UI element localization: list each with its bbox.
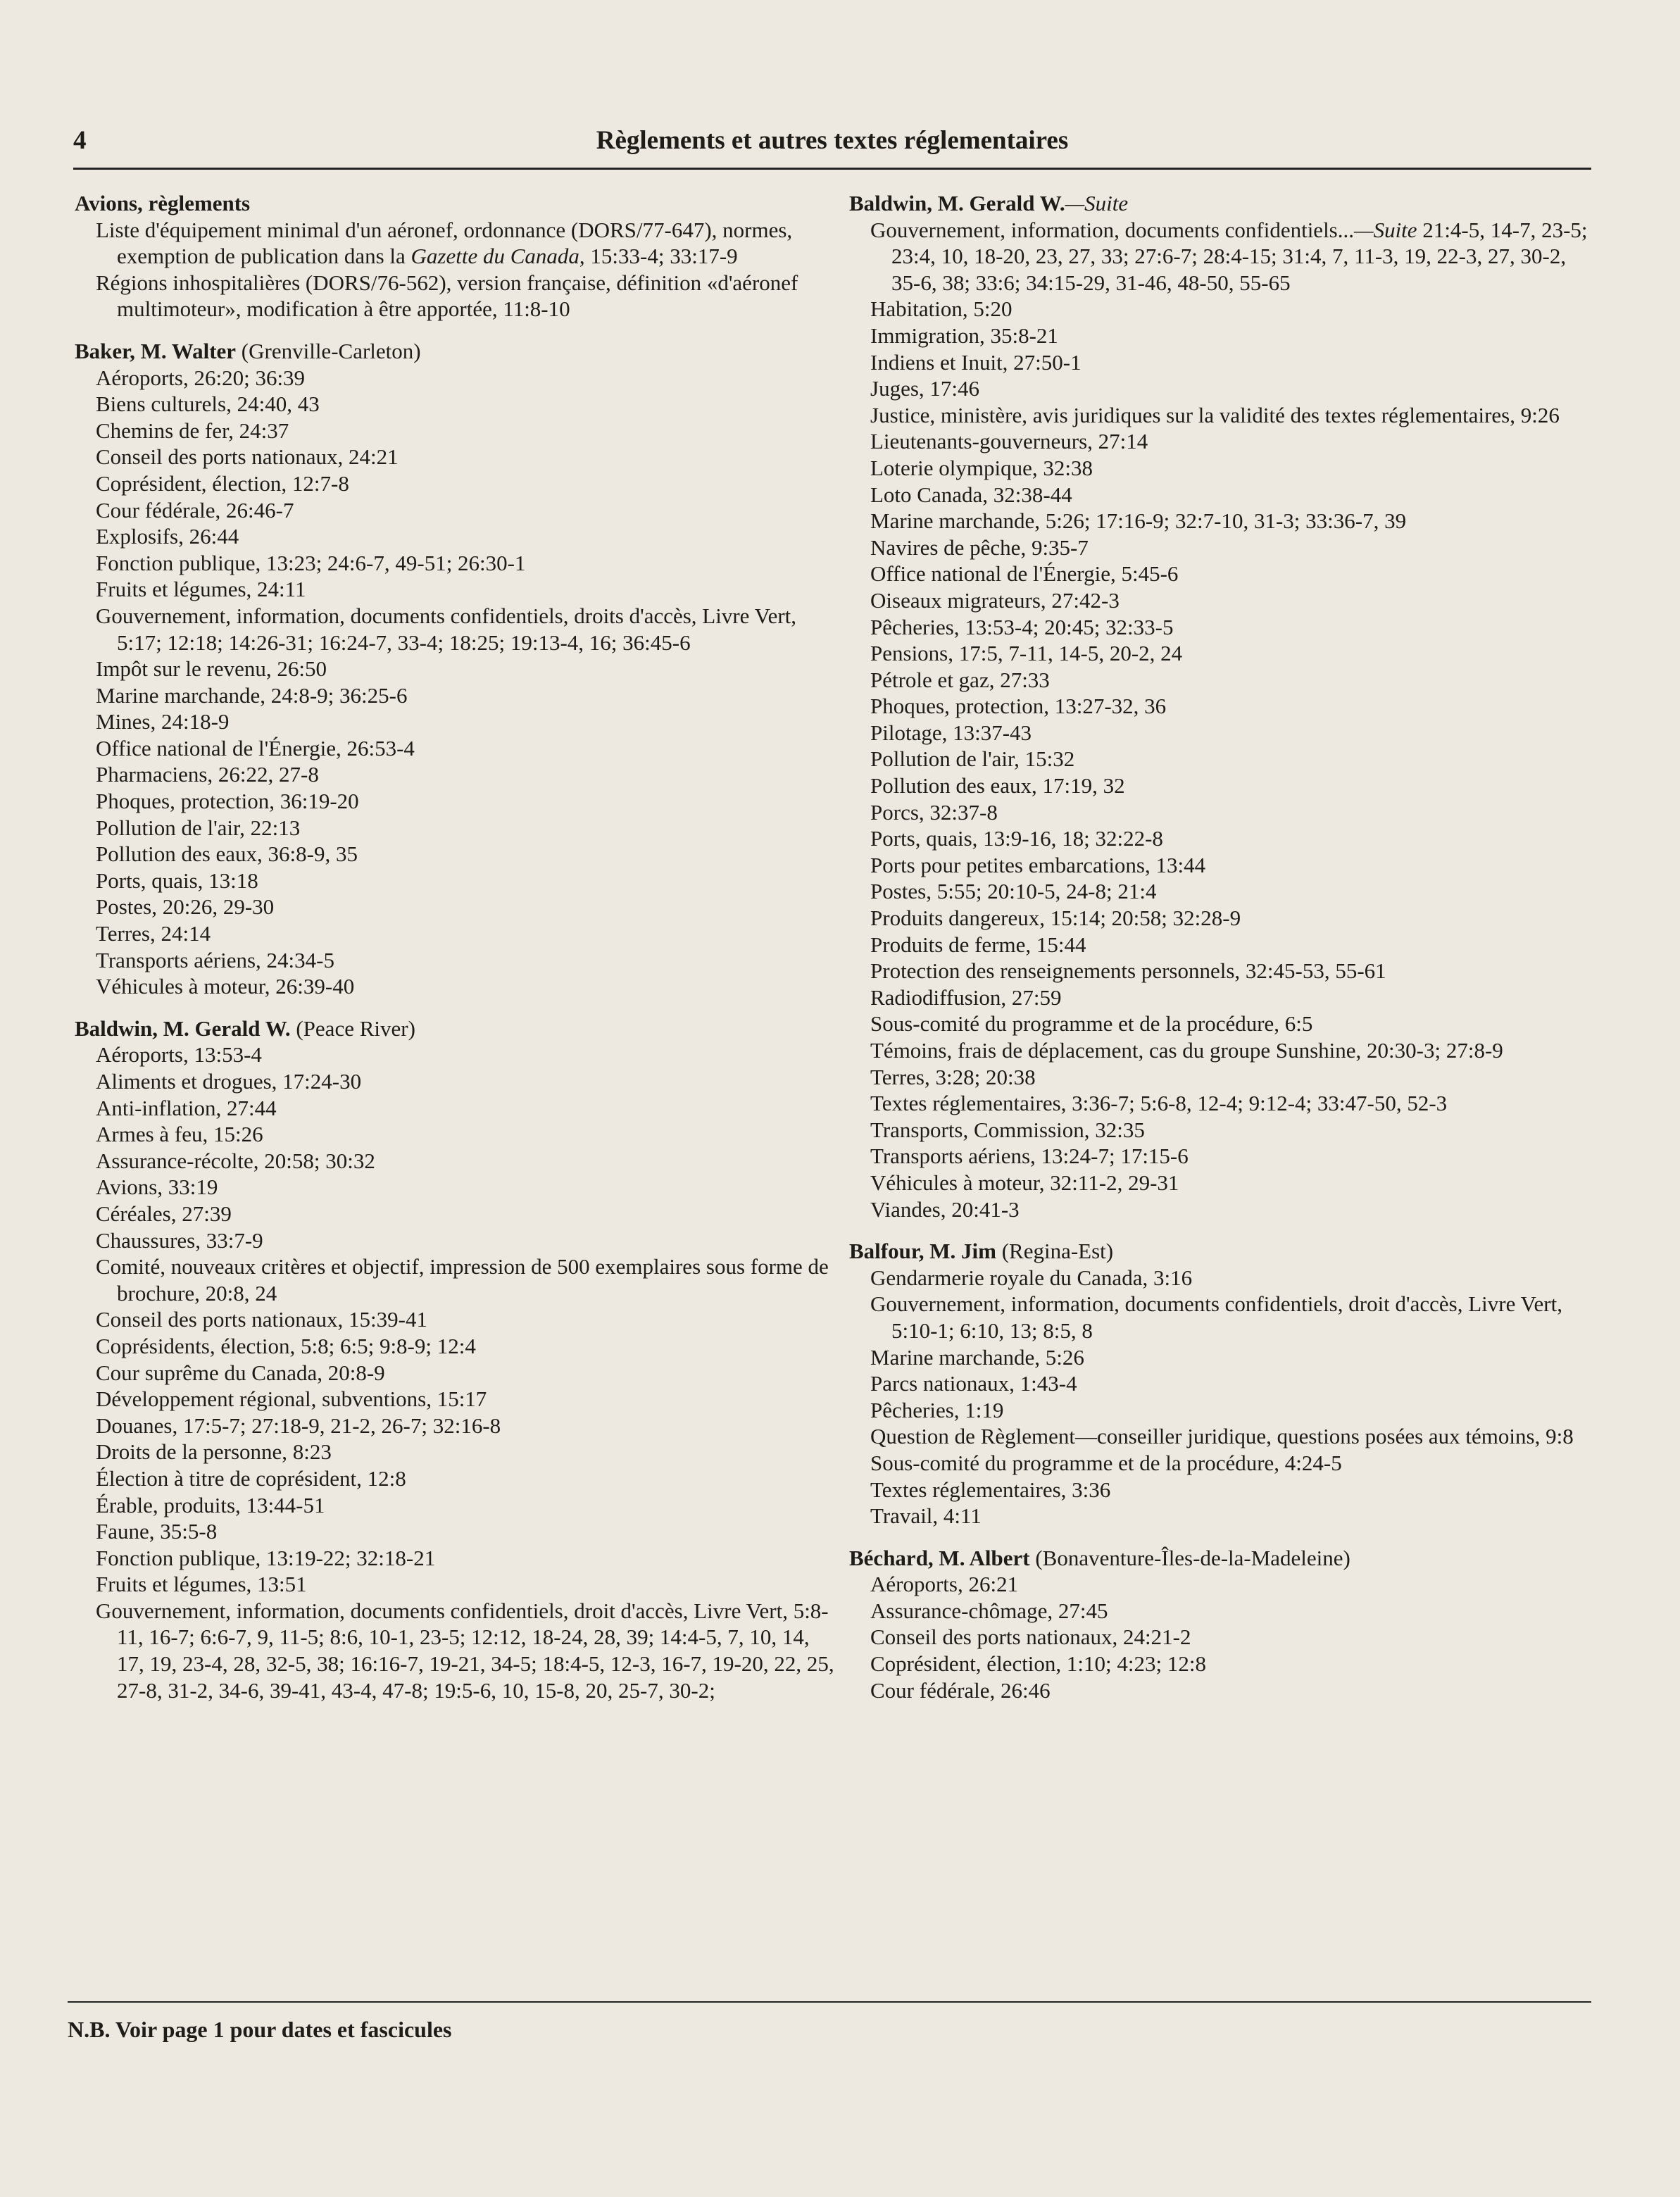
index-item: Sous-comité du programme et de la procédure, 4:24-5 (870, 1450, 1342, 1475)
index-item: Navires de pêche, 9:35-7 (870, 534, 1089, 560)
footnote: N.B. Voir page 1 pour dates et fascicules (68, 2017, 452, 2042)
index-item: Porcs, 32:37-8 (870, 799, 998, 825)
index-item: Aéroports, 26:21 (870, 1572, 1019, 1597)
heading-riding: (Bonaventure-Îles-de-la-Madeleine) (1029, 1545, 1350, 1570)
index-item: Postes, 5:55; 20:10-5, 24-8; 21:4 (870, 879, 1157, 904)
index-item: Habitation, 5:20 (870, 296, 1013, 322)
index-item: Terres, 3:28; 20:38 (870, 1064, 1036, 1089)
index-item: Transports aériens, 13:24-7; 17:15-6 (870, 1144, 1189, 1169)
index-item: Gouvernement, information, documents confidentiels, droits d'accès, Livre Vert, 5:17; 12:18; 14:26-31; 16:24-7, 33-4; 18:25; 19:13-4, 16; 36:45-6 (96, 603, 797, 655)
index-item: Sous-comité du programme et de la procédure, 6:5 (870, 1011, 1313, 1037)
entry-heading (68, 190, 839, 217)
heading-name: Baker, M. Walter (75, 338, 237, 363)
index-item: Office national de l'Énergie, 26:53-4 (96, 735, 415, 760)
heading-riding: (Peace River) (290, 1015, 415, 1041)
heading-name: Avions, règlements (75, 191, 251, 215)
index-item: Droits de la personne, 8:23 (96, 1439, 332, 1465)
index-item: Marine marchande, 24:8-9; 36:25-6 (96, 682, 408, 708)
left-column (68, 190, 839, 1703)
right-column (842, 190, 1596, 1703)
index-item: Conseil des ports nationaux, 15:39-41 (96, 1307, 427, 1332)
index-item: Fonction publique, 13:19-22; 32:18-21 (96, 1545, 436, 1570)
index-item: Marine marchande, 5:26; 17:16-9; 32:7-10, 31-3; 33:36-7, 39 (870, 508, 1407, 534)
index-item: Produits de ferme, 15:44 (870, 932, 1086, 957)
index-item: Ports, quais, 13:9-16, 18; 32:22-8 (870, 826, 1163, 851)
index-item: Véhicules à moteur, 32:11-2, 29-31 (870, 1170, 1179, 1195)
entry-heading (68, 1015, 839, 1042)
heading-name: Baldwin, M. Gerald W. (75, 1015, 291, 1041)
index-item: Juges, 17:46 (870, 376, 979, 401)
index-item: Transports, Commission, 32:35 (870, 1117, 1145, 1142)
index-item: Conseil des ports nationaux, 24:21-2 (870, 1625, 1191, 1650)
heading-riding: (Grenville-Carleton) (236, 338, 421, 363)
footer-rule (68, 2001, 1591, 2003)
index-item: Impôt sur le revenu, 26:50 (96, 656, 327, 682)
index-item: Coprésident, élection, 12:7-8 (96, 470, 349, 496)
item-refs: 21:4-5, 14-7, 23-5; 23:4, 10, 18-20, 23, 27, 33; 27:6-7; 28:4-15; 31:4, 7, 11-3, 19, 22-3, 27, 30-2, 35-6, 38; 33:6; 34:15-29, 31-46, 48-50, 55-65 (891, 217, 1588, 295)
index-item-continued (842, 217, 1596, 296)
entry-heading (68, 338, 839, 365)
index-item: Mines, 24:18-9 (96, 709, 230, 734)
index-item: Pêcheries, 1:19 (870, 1397, 1004, 1422)
index-item: Marine marchande, 5:26 (870, 1344, 1084, 1370)
index-item: Témoins, frais de déplacement, cas du groupe Sunshine, 20:30-3; 27:8-9 (870, 1038, 1503, 1063)
index-item: Fruits et légumes, 13:51 (96, 1572, 307, 1597)
index-item: Question de Règlement—conseiller juridique, questions posées aux témoins, 9:8 (870, 1424, 1574, 1449)
heading-suite: —Suite (1065, 191, 1129, 215)
index-item: Parcs nationaux, 1:43-4 (870, 1371, 1077, 1396)
index-item: Développement régional, subventions, 15:17 (96, 1387, 487, 1412)
item-suite: —Suite (1354, 217, 1417, 242)
index-item: Terres, 24:14 (96, 921, 211, 946)
heading-name: Balfour, M. Jim (849, 1239, 996, 1264)
index-item: Anti-inflation, 27:44 (96, 1095, 277, 1120)
index-item: Assurance-chômage, 27:45 (870, 1598, 1108, 1623)
index-item: Lieutenants-gouverneurs, 27:14 (870, 429, 1148, 454)
entry-gap (842, 1529, 1596, 1545)
entry-heading (842, 1545, 1596, 1572)
index-item: Liste d'équipement minimal d'un aéronef, ordonnance (DORS/77-647), normes, exemption de publication dans la Gazette du Canada, 15:33-4; 33:17-9 (96, 217, 793, 269)
index-item: Avions, 33:19 (96, 1175, 218, 1200)
index-item: Cour suprême du Canada, 20:8-9 (96, 1360, 385, 1385)
index-item: Pilotage, 13:37-43 (870, 720, 1032, 745)
heading-riding: (Regina-Est) (996, 1239, 1114, 1264)
index-item: Véhicules à moteur, 26:39-40 (96, 974, 355, 999)
index-item: Douanes, 17:5-7; 27:18-9, 21-2, 26-7; 32:16-8 (96, 1413, 501, 1438)
index-item: Pollution des eaux, 17:19, 32 (870, 773, 1125, 799)
index-item: Érable, produits, 13:44-51 (96, 1492, 325, 1517)
page-header (73, 125, 1591, 156)
index-item: Pollution de l'air, 15:32 (870, 746, 1075, 772)
index-item: Chemins de fer, 24:37 (96, 418, 289, 443)
index-item: Protection des renseignements personnels, 32:45-53, 55-61 (870, 958, 1386, 984)
heading-name: Béchard, M. Albert (849, 1545, 1030, 1570)
index-item: Oiseaux migrateurs, 27:42-3 (870, 587, 1120, 613)
index-item: Radiodiffusion, 27:59 (870, 984, 1062, 1010)
index-item: Armes à feu, 15:26 (96, 1122, 263, 1147)
index-item: Gouvernement, information, documents confidentiels, droit d'accès, Livre Vert, 5:10-1; 6:10, 13; 8:5, 8 (870, 1291, 1562, 1343)
index-item: Gouvernement, information, documents confidentiels, droit d'accès, Livre Vert, 5:8-11, 16-7; 6:6-7, 9, 11-5; 8:6, 10-1, 23-5; 12:12, 18-24, 28, 39; 14:4-5, 7, 10, 14, 17, 19, 23-4, 28, 32-5, 38; 16:16-7, 19-21, 34-5; 18:4-5, 12-3, 16-7, 19-20, 22, 25, 27-8, 31-2, 34-6, 39-41, 43-4, 47-8; 19:5-6, 10, 15-8, 20, 25-7, 30-2; (96, 1598, 834, 1703)
entry-gap (68, 323, 839, 338)
index-item: Explosifs, 26:44 (96, 524, 239, 549)
index-item: Textes réglementaires, 3:36 (870, 1477, 1111, 1502)
entry-heading (842, 1238, 1596, 1265)
entry-gap (68, 1000, 839, 1015)
page-number: 4 (73, 126, 87, 155)
index-item: Pollution des eaux, 36:8-9, 35 (96, 841, 358, 867)
index-item: Aéroports, 13:53-4 (96, 1042, 262, 1068)
index-item: Travail, 4:11 (870, 1503, 982, 1529)
index-item: Pétrole et gaz, 27:33 (870, 667, 1050, 692)
index-item: Biens culturels, 24:40, 43 (96, 392, 320, 417)
index-item: Aéroports, 26:20; 36:39 (96, 365, 306, 390)
index-item: Pollution de l'air, 22:13 (96, 815, 301, 840)
index-item: Cour fédérale, 26:46-7 (96, 497, 294, 522)
index-item: Pharmaciens, 26:22, 27-8 (96, 762, 319, 787)
index-item: Loto Canada, 32:38-44 (870, 482, 1072, 507)
heading-name: Baldwin, M. Gerald W. (849, 191, 1065, 215)
index-item: Indiens et Inuit, 27:50-1 (870, 349, 1082, 375)
index-item: Textes réglementaires, 3:36-7; 5:6-8, 12-4; 9:12-4; 33:47-50, 52-3 (870, 1091, 1448, 1116)
index-item: Phoques, protection, 36:19-20 (96, 789, 359, 814)
index-item: Loterie olympique, 32:38 (870, 455, 1093, 480)
index-item: Viandes, 20:41-3 (870, 1196, 1020, 1222)
index-item: Conseil des ports nationaux, 24:21 (96, 444, 399, 470)
index-item: Élection à titre de coprésident, 12:8 (96, 1465, 406, 1491)
index-item: Ports pour petites embarcations, 13:44 (870, 852, 1206, 877)
index-item: Comité, nouveaux critères et objectif, impression de 500 exemplaires sous forme de brochure, 20:8, 24 (96, 1254, 829, 1306)
index-item: Gendarmerie royale du Canada, 3:16 (870, 1265, 1193, 1290)
gazette-title: Gazette du Canada (410, 244, 579, 269)
index-item: Céréales, 27:39 (96, 1201, 232, 1226)
index-item: Cour fédérale, 26:46 (870, 1677, 1051, 1703)
index-item: Postes, 20:26, 29-30 (96, 894, 275, 920)
index-item: Ports, quais, 13:18 (96, 868, 258, 893)
index-item: Phoques, protection, 13:27-32, 36 (870, 694, 1167, 719)
item-text: Gouvernement, information, documents confidentiels... (870, 217, 1354, 242)
index-item: Office national de l'Énergie, 5:45-6 (870, 561, 1179, 587)
index-item: Régions inhospitalières (DORS/76-562), version française, définition «d'aéronef multimoteur», modification à être apportée, 11:8-10 (96, 270, 798, 322)
index-item: Aliments et drogues, 17:24-30 (96, 1069, 362, 1094)
entry-heading (842, 190, 1596, 217)
index-item: Fruits et légumes, 24:11 (96, 577, 306, 602)
running-title: Règlements et autres textes réglementaires (596, 126, 1069, 155)
index-item: Justice, ministère, avis juridiques sur la validité des textes réglementaires, 9:26 (870, 402, 1560, 427)
index-item: Assurance-récolte, 20:58; 30:32 (96, 1148, 375, 1173)
index-item: Transports aériens, 24:34-5 (96, 947, 334, 972)
header-rule (73, 168, 1591, 170)
index-item: Chaussures, 33:7-9 (96, 1227, 263, 1253)
index-item: Fonction publique, 13:23; 24:6-7, 49-51; 26:30-1 (96, 550, 526, 575)
index-item: Faune, 35:5-8 (96, 1519, 218, 1544)
index-item: Pensions, 17:5, 7-11, 14-5, 20-2, 24 (870, 641, 1183, 666)
index-item: Pêcheries, 13:53-4; 20:45; 32:33-5 (870, 614, 1174, 639)
index-item: Coprésidents, élection, 5:8; 6:5; 9:8-9; 12:4 (96, 1333, 476, 1358)
index-item: Immigration, 35:8-21 (870, 323, 1058, 348)
entry-gap (842, 1222, 1596, 1238)
index-item: Coprésident, élection, 1:10; 4:23; 12:8 (870, 1651, 1206, 1677)
index-item: Produits dangereux, 15:14; 20:58; 32:28-9 (870, 906, 1241, 931)
